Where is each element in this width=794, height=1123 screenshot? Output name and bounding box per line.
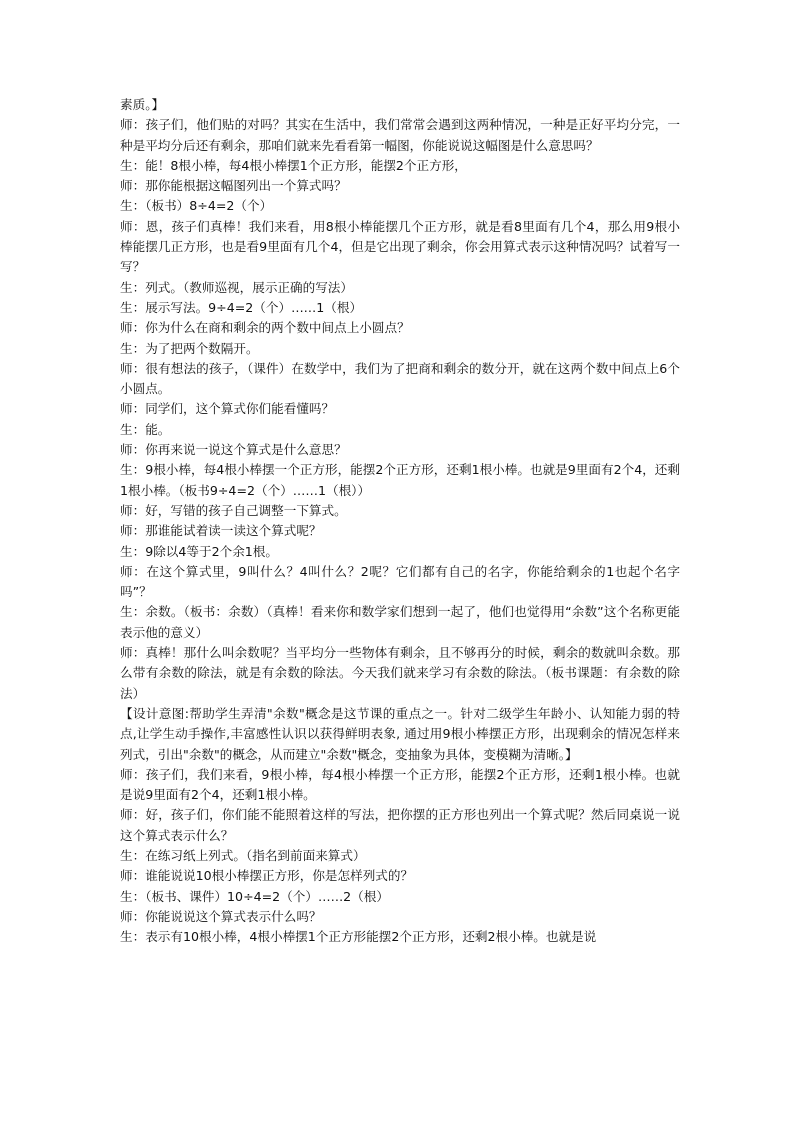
paragraph: 生：展示写法。9÷4=2（个）……1（根） [120,299,363,315]
paragraph: 生：9除以4等于2个余1根。 [120,543,278,559]
paragraph: 师：孩子们，我们来看，9根小棒，每4根小棒摆一个正方形，能摆2个正方形，还剩1根小棒。也就是说9里面有2个4，还剩1根小棒。 [120,766,680,803]
paragraph: 生：表示有10根小棒，4根小棒摆1个正方形能摆2个正方形，还剩2根小棒。也就是说 [120,929,597,945]
paragraph: 生：为了把两个数隔开。 [120,340,259,356]
paragraph: 生：余数。（板书：余数）（真棒！看来你和数学家们想到一起了，他们也觉得用“余数”这个名称更能表示他的意义） [120,604,680,640]
paragraph: 师：孩子们，他们贴的对吗？其实在生活中，我们常常会遇到这两种情况，一种是正好平均分完，一种是平均分后还有剩余，那咱们就来先看看第一幅图，你能说说这幅图是什么意思吗？ [120,117,680,153]
paragraph: 师：在这个算式里，9叫什么？4叫什么？2呢？它们都有自己的名字，你能给剩余的1也起个名字吗”？ [120,563,680,600]
paragraph: 师：同学们，这个算式你们能看懂吗？ [120,401,335,417]
design-intent-note: 【设计意图:帮助学生弄清"余数"概念是这节课的重点之一。针对二级学生年龄小、认知能力弱的特点,让学生动手操作,丰富感性认识以获得鲜明表象, 通过用9根小棒摆正方形，出现剩余的情况怎样来列式，引出"余数"的概念，从而建立"余数"概念，变抽象为具体，变模糊为清晰。】 [120,705,680,762]
paragraph: 生：9根小棒，每4根小棒摆一个正方形，能摆2个正方形，还剩1根小棒。也就是9里面有2个4，还剩1根小棒。（板书9÷4=2（个）……1（根）） [120,462,680,498]
paragraph: 师：那谁能试着读一读这个算式呢？ [120,523,322,539]
paragraph: 师：很有想法的孩子，（课件）在数学中，我们为了把商和剩余的数分开，就在这两个数中间点上6个小圆点。 [120,360,680,397]
paragraph: 生：能。 [120,421,171,437]
paragraph: 师：好，孩子们，你们能不能照着这样的写法，把你摆的正方形也列出一个算式呢？然后同桌说一说这个算式表示什么？ [120,807,680,843]
paragraph: 生：列式。（教师巡视，展示正确的写法） [120,279,353,295]
paragraph: 生：（板书）8÷4=2（个） [120,198,273,214]
paragraph: 师：你能说说这个算式表示什么吗？ [120,908,322,924]
paragraph: 师：恩，孩子们真棒！我们来看，用8根小棒能摆几个正方形，就是看8里面有几个4，那么用9根小棒能摆几正方形，也是看9里面有几个4，但是它出现了剩余，你会用算式表示这种情况吗？试着写一写？ [120,218,680,275]
paragraph: 师：好，写错的孩子自己调整一下算式。 [120,502,347,518]
paragraph: 生：能！8根小棒，每4根小棒摆1个正方形，能摆2个正方形， [120,157,467,173]
paragraph: 师：谁能说说10根小棒摆正方形，你是怎样列式的？ [120,868,414,884]
paragraph: 师：那你能根据这幅图列出一个算式吗？ [120,178,347,194]
paragraph: 师：你为什么在商和剩余的两个数中间点上小圆点？ [120,320,410,336]
paragraph: 生：（板书、课件）10÷4=2（个）……2（根） [120,888,389,904]
paragraph: 师：真棒！那什么叫余数呢？当平均分一些物体有剩余，且不够再分的时候，剩余的数就叫余数。那么带有余数的除法，就是有余数的除法。今天我们就来学习有余数的除法。（板书课题：有余数的除法） [120,645,680,701]
paragraph: 师：你再来说一说这个算式是什么意思？ [120,442,347,458]
paragraph: 生：在练习纸上列式。（指名到前面来算式） [120,847,366,863]
paragraph: 素质。】 [120,97,165,112]
document-body [120,95,680,947]
